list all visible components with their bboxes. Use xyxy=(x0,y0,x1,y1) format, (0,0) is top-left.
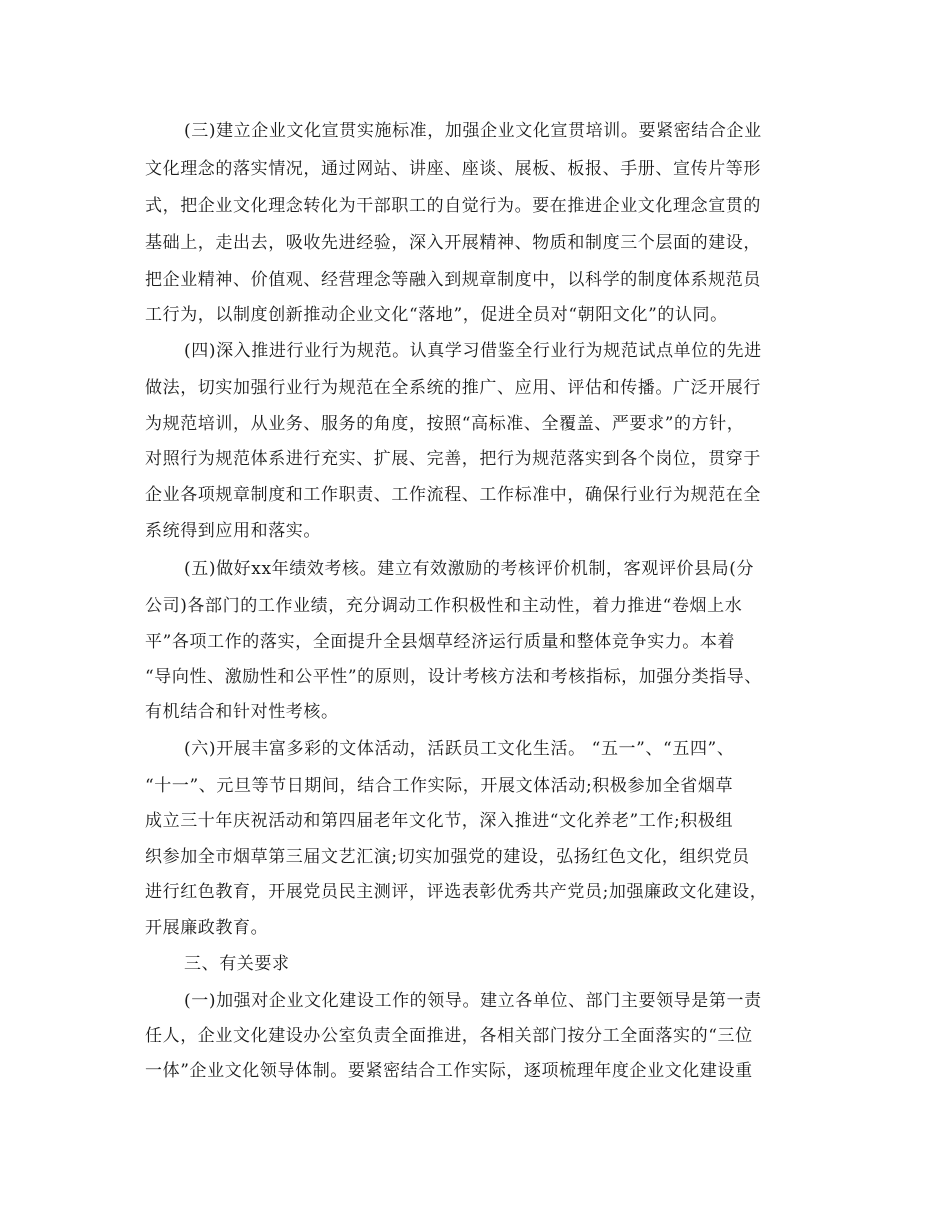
text-line: 织参加全市烟草第三届文艺汇演;切实加强党的建设，弘扬红色文化，组织党员 xyxy=(145,847,750,867)
text-line: (四)深入推进行业行为规范。认真学习借鉴全行业行为规范试点单位的先进 xyxy=(184,341,762,361)
text-line: (六)开展丰富多彩的文体活动，活跃员工文化生活。 “五一”、“五四”、 xyxy=(184,739,735,759)
text-line: 一体”企业文化领导体制。要紧密结合工作实际，逐项梳理年度企业文化建设重 xyxy=(145,1061,753,1081)
text-line: 文化理念的落实情况，通过网站、讲座、座谈、展板、板报、手册、宣传片等形 xyxy=(145,159,761,179)
text-line: “导向性、激励性和公平性”的原则，设计考核方法和考核指标，加强分类指导、 xyxy=(145,667,762,687)
text-line: 有机结合和针对性考核。 xyxy=(145,702,339,722)
text-line: 做法，切实加强行业行为规范在全系统的推广、应用、评估和传播。广泛开展行 xyxy=(145,378,761,398)
text-line: (五)做好xx年绩效考核。建立有效激励的考核评价机制，客观评价县局(分 xyxy=(184,559,755,579)
text-line: 工行为，以制度创新推动企业文化“落地”，促进全员对“朝阳文化”的认同。 xyxy=(145,305,728,325)
text-line: 企业各项规章制度和工作职责、工作流程、工作标准中，确保行业行为规范在全 xyxy=(145,485,761,505)
text-line: (三)建立企业文化宣贯实施标准，加强企业文化宣贯培训。要紧密结合企业 xyxy=(184,121,762,141)
text-line: 开展廉政教育。 xyxy=(145,918,269,938)
text-line: “十一”、元旦等节日期间，结合工作实际，开展文体活动;积极参加全省烟草 xyxy=(145,776,734,796)
text-line: (一)加强对企业文化建设工作的领导。建立各单位、部门主要领导是第一责 xyxy=(184,991,762,1011)
text-line: 任人，企业文化建设办公室负责全面推进，各相关部门按分工全面落实的“三位 xyxy=(145,1026,753,1046)
text-line: 对照行为规范体系进行充实、扩展、完善，把行为规范落实到各个岗位，贯穿于 xyxy=(145,449,761,469)
text-line: 为规范培训，从业务、服务的角度，按照“高标准、全覆盖、严要求”的方针， xyxy=(145,414,745,434)
text-line: 成立三十年庆祝活动和第四届老年文化节，深入推进“文化养老”工作;积极组 xyxy=(145,811,734,831)
text-line: 公司)各部门的工作业绩，充分调动工作积极性和主动性，着力推进“卷烟上水 xyxy=(145,596,743,616)
section-heading: 三、有关要求 xyxy=(184,954,290,974)
text-line: 基础上，走出去，吸收先进经验，深入开展精神、物质和制度三个层面的建设， xyxy=(145,233,761,253)
text-line: 系统得到应用和落实。 xyxy=(145,521,321,541)
text-line: 平”各项工作的落实，全面提升全县烟草经济运行质量和整体竞争实力。本着 xyxy=(145,632,736,652)
text-line: 进行红色教育，开展党员民主测评，评选表彰优秀共产党员;加强廉政文化建设， xyxy=(145,882,768,902)
text-line: 把企业精神、价值观、经营理念等融入到规章制度中，以科学的制度体系规范员 xyxy=(145,270,761,290)
text-line: 式，把企业文化理念转化为干部职工的自觉行为。要在推进企业文化理念宣贯的 xyxy=(145,196,761,216)
